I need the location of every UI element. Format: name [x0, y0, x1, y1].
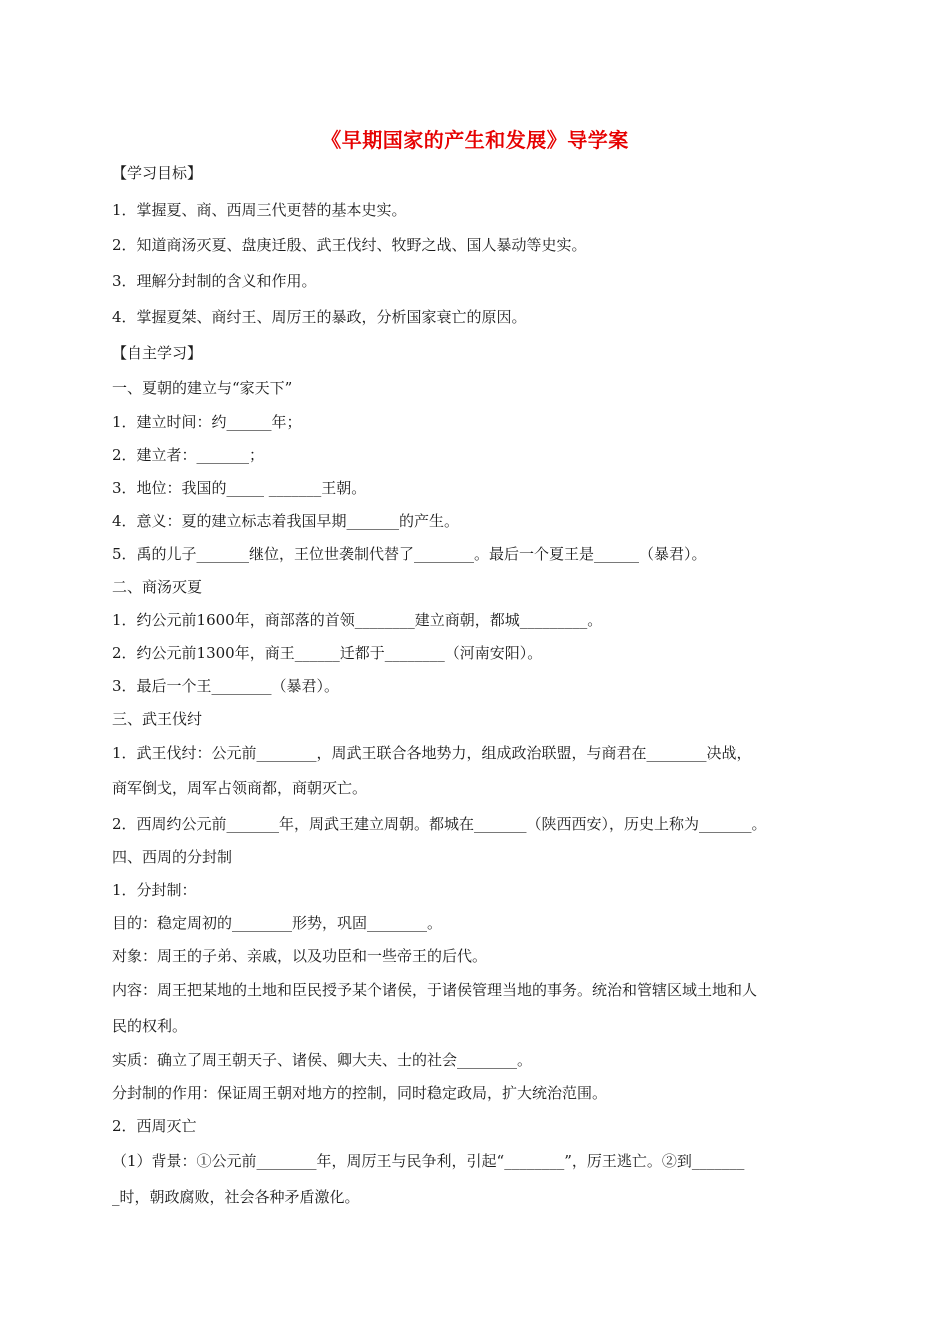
section-heading-learning-goals: 【学习目标】: [112, 164, 203, 182]
text-line: 3．理解分封制的含义和作用。: [112, 272, 317, 290]
subsection-heading: 一、夏朝的建立与“家天下”: [112, 379, 293, 397]
subsection-heading: 二、商汤灭夏: [112, 578, 203, 596]
text-line: 分封制的作用：保证周王朝对地方的控制，同时稳定政局，扩大统治范围。: [112, 1084, 608, 1102]
text-line: 民的权利。: [112, 1017, 188, 1035]
subsection-heading: 2．西周灭亡: [112, 1117, 197, 1135]
text-line: 2．西周约公元前_______年，周武王建立周朝。都城在_______（陕西西安），历史上称为_______。: [112, 815, 767, 833]
text-line: 商军倒戈，周军占领商都，商朝灭亡。: [112, 779, 368, 797]
text-line: 2．建立者：_______；: [112, 446, 265, 464]
text-line: 1．分封制：: [112, 881, 197, 899]
text-line: 1．约公元前1600年，商部落的首领________建立商朝，都城_________。: [112, 611, 603, 629]
text-line: 4．掌握夏桀、商纣王、周厉王的暴政，分析国家衰亡的原因。: [112, 308, 527, 326]
subsection-heading: 四、西周的分封制: [112, 848, 233, 866]
document-title: 《早期国家的产生和发展》导学案: [321, 128, 629, 152]
section-heading-self-study: 【自主学习】: [112, 344, 203, 362]
text-line: 内容：周王把某地的土地和臣民授予某个诸侯，于诸侯管理当地的事务。统治和管辖区域土地和人: [112, 981, 758, 999]
text-line: 4．意义：夏的建立标志着我国早期_______的产生。: [112, 512, 460, 530]
text-line: 实质：确立了周王朝天子、诸侯、卿大夫、士的社会________。: [112, 1051, 533, 1069]
text-line: 3．最后一个王________（暴君）。: [112, 677, 340, 695]
subsection-heading: 三、武王伐纣: [112, 710, 203, 728]
text-line: 目的：稳定周初的________形势，巩固________。: [112, 914, 443, 932]
text-line: 3．地位：我国的_____ _______王朝。: [112, 479, 367, 497]
text-line: （1）背景：①公元前________年，周厉王与民争利，引起“________”，厉王逃亡。②到_______: [112, 1152, 745, 1170]
text-line: 5．禹的儿子_______继位，王位世袭制代替了________。最后一个夏王是______（暴君）。: [112, 545, 707, 563]
text-line: 对象：周王的子弟、亲戚，以及功臣和一些帝王的后代。: [112, 947, 488, 965]
text-line: 2．知道商汤灭夏、盘庚迁殷、武王伐纣、牧野之战、国人暴动等史实。: [112, 236, 587, 254]
text-line: 1．建立时间：约______年；: [112, 413, 302, 431]
text-line: _时，朝政腐败，社会各种矛盾激化。: [112, 1188, 360, 1206]
text-line: 2．约公元前1300年，商王______迁都于________（河南安阳）。: [112, 644, 543, 662]
text-line: 1．武王伐纣：公元前________，周武王联合各地势力，组成政治联盟，与商君在________决战，: [112, 744, 752, 762]
text-line: 1．掌握夏、商、西周三代更替的基本史实。: [112, 201, 407, 219]
